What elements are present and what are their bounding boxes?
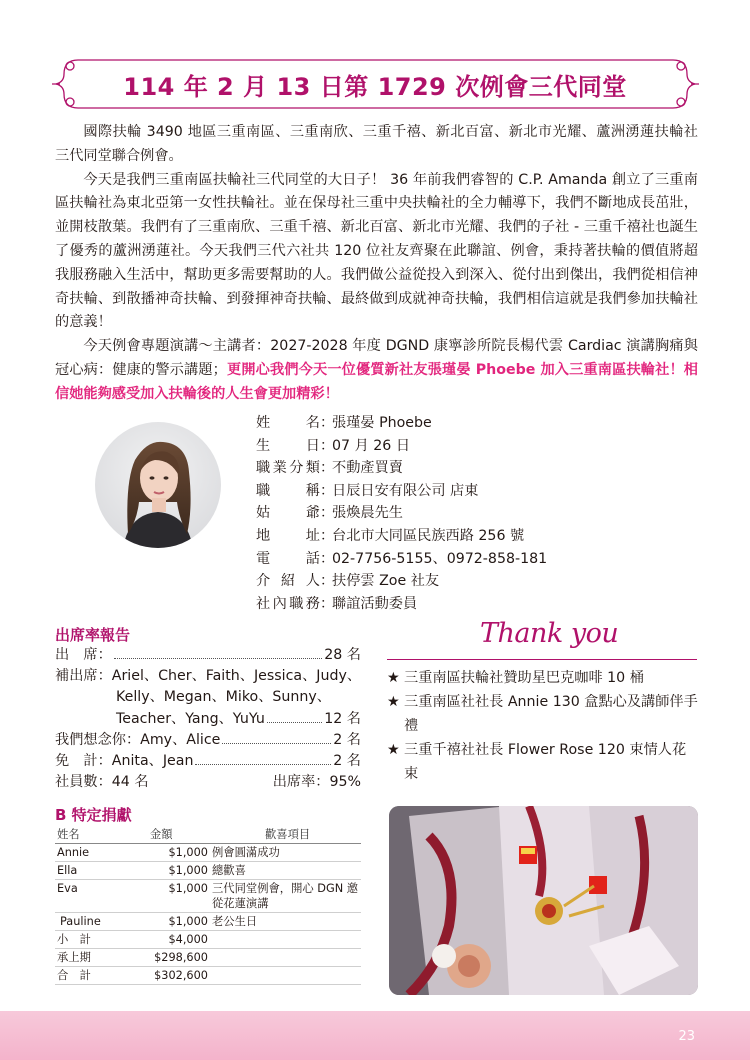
article-paragraph-3 — [55, 335, 698, 406]
donation-item: 總歡喜 — [212, 864, 246, 877]
thank-you-divider — [387, 659, 697, 660]
present-value: 28 名 — [324, 647, 361, 663]
speech-intro: 今天例會專題演講～主講者：2027-2028 年度 DGND 康寧診所院長楊代雲 Cardiac 演講胸痛與冠心病：健康的警示講題； — [55, 338, 698, 378]
profile-row: 姓 名 ： 張瑾晏 Phoebe — [256, 412, 547, 435]
total-label: 合 計 — [55, 967, 115, 985]
total-row — [55, 967, 361, 985]
attendance-heading: 出席率報告 — [55, 626, 131, 644]
makeup-label: 補出席： — [55, 668, 112, 685]
profile-label: 職 稱 — [256, 482, 320, 499]
profile-label: 社內職務 — [256, 595, 320, 612]
members-label: 社員數： — [55, 774, 112, 791]
article-paragraph-2: 今天是我們三重南區扶輪社三代同堂的大日子！ 36 年前我們睿智的 C.P. Amanda 創立了三重南區扶輪社為東北亞第一女性扶輪社。並在保母社三重中央扶輪社的全力輔導下，我們不斷地成長茁壯，並開枝散葉。我們有了三重南欣、三重千禧、新北百富、新北市光耀、我們的子社 - 三重千禧社也誕生了優秀的蘆洲湧蓮社。今天我們三代六社共 120 位社友齊聚在此聯誼、例會，秉持著扶輪的價值將超我服務融入生活中，幫助更多需要幫助的人。我們做公益從投入到深入、從付出到傑出，我們從相信神奇扶輪、到散播神奇扶輪、到發揮神奇扶輪、最終做到成就神奇扶輪，我們相信這就是我們參加扶輪社的意義！ — [55, 171, 698, 331]
thank-you-text: 三重南區社社長 Annie 130 盒點心及講師伴手禮 — [404, 694, 698, 734]
rate-value: 95% — [329, 774, 361, 791]
profile-value: 不動產買賣 — [332, 460, 403, 477]
page-title: 114 年 2 月 13 日第 1729 次例會三代同堂 — [123, 73, 627, 101]
thank-you-text: 三重南區扶輪社贊助星巴克咖啡 10 桶 — [404, 670, 644, 686]
exempt-names: Anita、Jean — [111, 753, 194, 770]
attendance-report — [55, 645, 361, 793]
profile-label: 介紹人 — [256, 573, 320, 590]
page-number: 23 — [678, 1029, 695, 1044]
new-member-profile — [256, 412, 547, 615]
exempt-label: 免 計： — [55, 753, 112, 770]
missed-label: 我們想念你： — [55, 731, 141, 748]
star-icon: ★ — [387, 742, 400, 758]
thank-you-item — [387, 738, 699, 786]
makeup-value: 12 名 — [324, 710, 361, 727]
donation-item: 老公生日 — [212, 915, 258, 928]
donation-item: 三代同堂例會，開心 DGN 邀從花蓮演講 — [212, 882, 359, 910]
donation-amount: $1,000 — [168, 915, 208, 928]
profile-row: 社內職務 ： 聯誼活動委員 — [256, 593, 547, 616]
profile-row: 介紹人 ： 扶停雲 Zoe 社友 — [256, 570, 547, 593]
attendance-present — [55, 645, 361, 666]
profile-value: 台北市大同區民族西路 256 號 — [332, 527, 525, 544]
donation-item: 例會圓滿成功 — [212, 846, 280, 859]
profile-value: 02-7756-5155、0972-858-181 — [332, 550, 548, 567]
attendance-makeup — [55, 666, 361, 687]
present-label: 出 席： — [55, 647, 112, 663]
table-header-row — [55, 826, 361, 844]
profile-row: 職業分類 ： 不動產買賣 — [256, 457, 547, 480]
attendance-missed — [55, 730, 361, 751]
profile-label: 地 址 — [256, 527, 320, 544]
subtotal-label: 小 計 — [55, 931, 115, 949]
members-value: 44 名 — [111, 774, 149, 791]
flower-bouquet-photo — [389, 806, 698, 995]
profile-value: 日辰日安有限公司 店東 — [332, 482, 479, 499]
table-row — [55, 880, 361, 913]
new-member-highlight: 更開心我們今天一位優質新社友張瑾晏 Phoebe 加入三重南區扶輪社！相信她能夠感受加入扶輪後的人生會更加精彩！ — [55, 361, 698, 402]
profile-label: 姓 名 — [256, 415, 320, 431]
article-paragraph-1: 國際扶輪 3490 地區三重南區、三重南欣、三重千禧、新北百富、新北市光耀、蘆洲湧蓮扶輪社 三代同堂聯合例會。 — [55, 124, 698, 164]
star-icon: ★ — [387, 670, 400, 686]
makeup-names: Kelly、Megan、Miko、Sunny、 — [116, 689, 331, 706]
attendance-makeup-cont — [55, 687, 361, 708]
attendance-exempt — [55, 751, 361, 772]
rate-label: 出席率： — [272, 774, 330, 791]
table-row — [55, 862, 361, 880]
profile-row: 電 話 ： 02-7756-5155、0972-858-181 — [256, 548, 547, 571]
makeup-names: Teacher、Yang、YuYu — [116, 710, 265, 727]
profile-value: 張煥晨先生 — [332, 505, 403, 522]
profile-label: 職業分類 — [256, 460, 320, 477]
makeup-names: Ariel、Cher、Faith、Jessica、Judy、 — [111, 668, 362, 685]
exempt-value: 2 名 — [333, 753, 361, 770]
table-row — [55, 844, 361, 862]
missed-names: Amy、Alice — [140, 731, 221, 748]
thank-you-script: Thank you — [480, 618, 619, 649]
donor-name: Annie — [57, 846, 90, 859]
donor-name: Pauline — [60, 915, 101, 928]
attendance-makeup-cont — [55, 709, 361, 730]
profile-row: 地 址 ： 台北市大同區民族西路 256 號 — [256, 525, 547, 548]
new-member-photo — [95, 422, 221, 548]
profile-value: 扶停雲 Zoe 社友 — [332, 573, 440, 590]
donations-table — [55, 826, 361, 985]
star-icon: ★ — [387, 694, 400, 710]
thank-you-list — [387, 666, 699, 786]
profile-value: 張瑾晏 Phoebe — [332, 415, 432, 431]
table-row — [55, 913, 361, 931]
column-header: 金額 — [115, 826, 210, 844]
thank-you-item — [387, 666, 699, 690]
profile-label: 姑 爺 — [256, 505, 320, 522]
total-value: $302,600 — [115, 967, 210, 985]
profile-label: 電 話 — [256, 550, 320, 567]
profile-label: 生 日 — [256, 437, 320, 454]
donation-amount: $1,000 — [168, 846, 208, 859]
profile-row: 生 日 ： 07 月 26 日 — [256, 435, 547, 458]
carry-value: $298,600 — [115, 949, 210, 967]
donations-heading: B 特定捐獻 — [55, 806, 132, 824]
thank-you-item — [387, 690, 699, 738]
thank-you-text: 三重千禧社社長 Flower Rose 120 束情人花束 — [404, 742, 687, 782]
profile-row: 姑 爺 ： 張煥晨先生 — [256, 502, 547, 525]
page-footer — [0, 1011, 750, 1060]
donation-amount: $1,000 — [168, 864, 208, 877]
profile-value: 07 月 26 日 — [332, 437, 411, 454]
carry-row — [55, 949, 361, 967]
article-body — [55, 121, 698, 407]
donor-name: Eva — [57, 882, 78, 895]
profile-value: 聯誼活動委員 — [332, 595, 418, 612]
profile-row: 職 稱 ： 日辰日安有限公司 店東 — [256, 480, 547, 503]
subtotal-value: $4,000 — [115, 931, 210, 949]
missed-value: 2 名 — [333, 731, 361, 748]
column-header: 歡喜項目 — [210, 826, 361, 844]
donation-amount: $1,000 — [168, 882, 208, 895]
carry-label: 承上期 — [55, 949, 115, 967]
column-header: 姓名 — [55, 826, 115, 844]
subtotal-row — [55, 931, 361, 949]
attendance-summary — [55, 772, 361, 793]
donor-name: Ella — [57, 864, 78, 877]
